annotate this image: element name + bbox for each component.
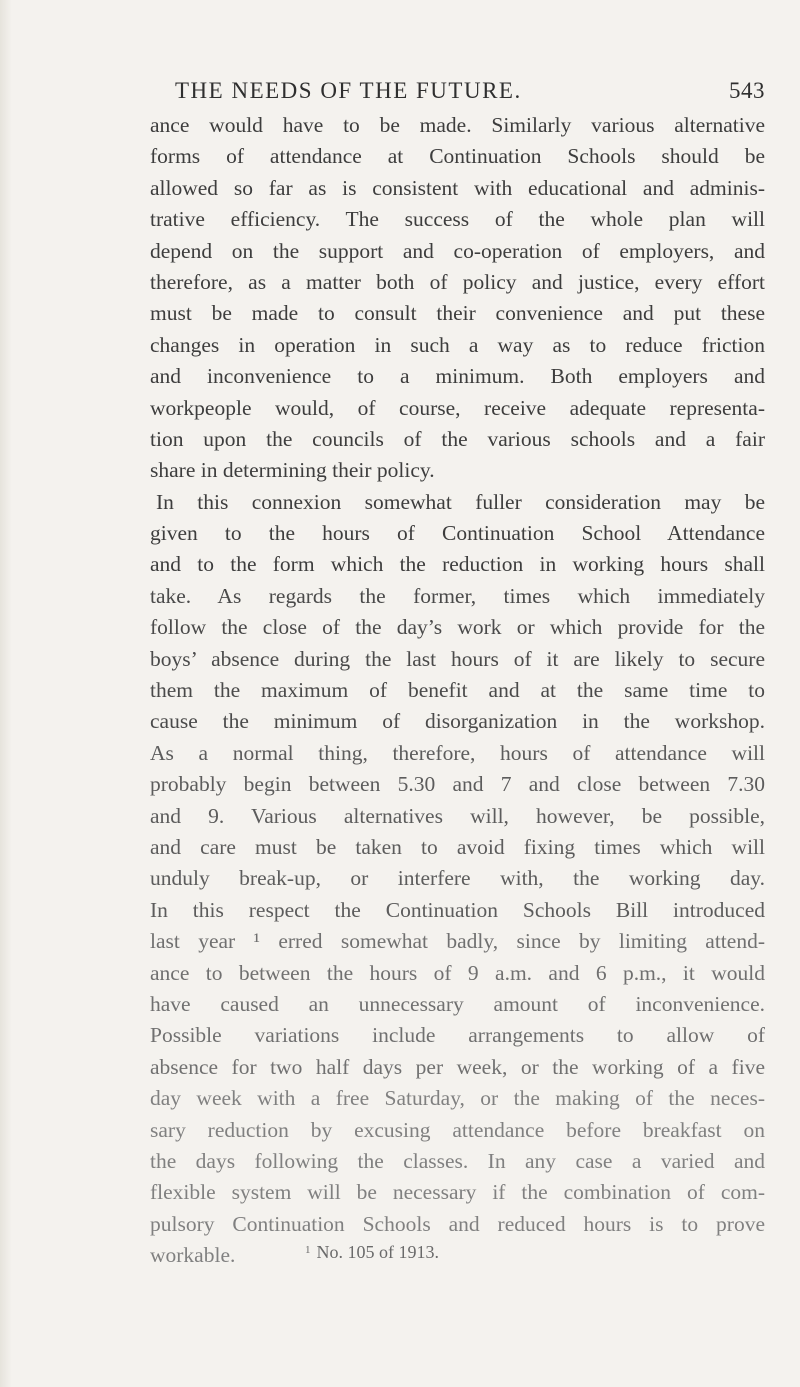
text-line: As a normal thing, therefore, hours of attendance will [150, 740, 765, 765]
text-line: forms of attendance at Continuation Schools should be [150, 144, 765, 169]
text-line: take. As regards the former, times which immediately [150, 583, 765, 608]
text-line: workpeople would, of course, receive adequate representa- [150, 395, 765, 420]
footnote-text: No. 105 of 1913. [316, 1242, 439, 1262]
page-binding-edge [0, 0, 12, 1387]
text-line: flexible system will be necessary if the combination of com- [150, 1180, 765, 1205]
paragraph-end-line: workable. [150, 1243, 236, 1268]
text-line: probably begin between 5.30 and 7 and close between 7.30 [150, 772, 765, 797]
text-line: and inconvenience to a minimum. Both employers and [150, 364, 765, 389]
paragraph-start-line: In this connexion somewhat fuller consideration may be [156, 489, 765, 514]
text-line: depend on the support and co-operation of employers, and [150, 238, 765, 263]
text-line: absence for two half days per week, or the working of a five [150, 1054, 765, 1079]
text-line: them the maximum of benefit and at the same time to [150, 678, 765, 703]
text-line: follow the close of the day’s work or which provide for the [150, 615, 765, 640]
text-line: ance to between the hours of 9 a.m. and 6 p.m., it would [150, 960, 765, 985]
text-line: the days following the classes. In any case a varied and [150, 1148, 765, 1173]
text-line: allowed so far as is consistent with educational and adminis- [150, 175, 765, 200]
text-line: day week with a free Saturday, or the making of the neces- [150, 1086, 765, 1111]
text-line: must be made to consult their convenience and put these [150, 301, 765, 326]
running-title: THE NEEDS OF THE FUTURE. [175, 78, 522, 103]
text-line: tion upon the councils of the various schools and a fair [150, 426, 765, 451]
text-line: given to the hours of Continuation School Attendance [150, 521, 765, 546]
body-text [150, 110, 765, 1271]
text-line: and care must be taken to avoid fixing times which will [150, 834, 765, 859]
text-line: therefore, as a matter both of policy and justice, every effort [150, 269, 765, 294]
text-line: Possible variations include arrangements to allow of [150, 1023, 765, 1048]
text-line: unduly break-up, or interfere with, the working day. [150, 866, 765, 891]
page-number: 543 [729, 78, 765, 103]
text-line: ance would have to be made. Similarly various alternative [150, 113, 765, 137]
text-line: and to the form which the reduction in working hours shall [150, 552, 765, 577]
text-line: trative efficiency. The success of the whole plan will [150, 207, 765, 232]
text-line: have caused an unnecessary amount of inconvenience. [150, 991, 765, 1016]
text-line: and 9. Various alternatives will, however, be possible, [150, 803, 765, 828]
text-line: last year ¹ erred somewhat badly, since by limiting attend- [150, 929, 765, 954]
text-line: sary reduction by excusing attendance before breakfast on [150, 1117, 765, 1142]
text-line: boys’ absence during the last hours of it are likely to secure [150, 646, 765, 671]
paragraph-end-line: share in determining their policy. [150, 458, 435, 483]
footnote-marker: 1 [305, 1244, 311, 1256]
running-header [175, 78, 765, 108]
text-line: changes in operation in such a way as to reduce friction [150, 332, 765, 357]
text-line: pulsory Continuation Schools and reduced hours is to prove [150, 1211, 765, 1236]
text-line: cause the minimum of disorganization in the workshop. [150, 709, 765, 734]
text-line: In this respect the Continuation Schools Bill introduced [150, 897, 765, 922]
footnote [305, 1242, 439, 1263]
